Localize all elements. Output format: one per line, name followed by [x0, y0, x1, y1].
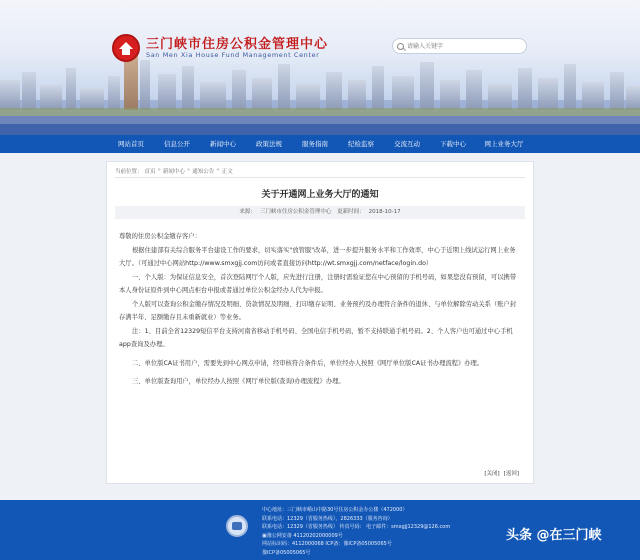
breadcrumb-prefix: 当前位置： [115, 169, 143, 175]
article-paragraph: 注：1、目前全省12329短信平台支持河南省移动手机号码、全国电信手机号码，暂不支持联通手机号码。2、个人客户也可通过中心手机app查询及办理。 [119, 327, 513, 348]
nav-item-info[interactable]: 信息公开 [164, 140, 190, 148]
nav-item-discipline[interactable]: 纪检监察 [348, 140, 374, 148]
city-skyline-banner [0, 0, 640, 135]
site-header [0, 0, 640, 135]
back-link[interactable]: [返回] [503, 471, 519, 477]
watermark-text: 头条 @在三门峡 [506, 528, 602, 543]
article-paragraph: 个人版可以查询公积金缴存情况及明细、贷款情况及明细、打印缴存证明、业务预约及办理符合条件的退休、与单位解除劳动关系（账户封存满半年、足额缴存且未重新就业）等业务。 [119, 300, 517, 321]
date-value: 2018-10-17 [368, 209, 401, 215]
source-value: 三门峡市住房公积金管理中心 [259, 209, 332, 215]
breadcrumb [115, 167, 233, 175]
footer-address: 中心地址：三门峡市崤山中路30号住房公积金办公楼（472000） [262, 507, 408, 513]
search-icon[interactable] [397, 43, 404, 50]
nav-item-download[interactable]: 下载中心 [440, 140, 466, 148]
source-label: 来源： [239, 209, 256, 215]
breadcrumb-news[interactable]: 新闻中心 [162, 169, 185, 175]
footer-contact: 联系电话：12329（省服务热线） 传真号码： 电子邮件：smxgjj12329@126.com [262, 524, 451, 531]
footer-site-id: 网站标识码：4112000068 ICP备：豫ICP备05005065号 [262, 541, 392, 548]
article-paragraph: 尊敬的住房公积金缴存客户： [119, 233, 201, 240]
breadcrumb-home[interactable]: 首页 [144, 169, 156, 175]
site-logo-icon[interactable] [112, 34, 140, 62]
breadcrumb-separator: » [157, 167, 161, 173]
article-meta [115, 206, 525, 219]
nav-item-news[interactable]: 新闻中心 [210, 140, 236, 148]
nav-item-guide[interactable]: 服务指南 [302, 140, 328, 148]
article-paragraph: 一、个人版：为保证信息安全，首次登陆网厅个人版，应先进行注册，注册时需验证您在中心预留的手机号码，如果您没有预留，可以携带本人身份证原件到中心网点柜台申报或者通过单位公积金经办人代为申报。 [119, 273, 517, 294]
breadcrumb-current: 正文 [221, 169, 233, 175]
article-title: 关于开通网上业务大厅的通知 [261, 190, 379, 200]
article-body [119, 230, 521, 389]
nav-item-interact[interactable]: 交流互动 [394, 140, 420, 148]
article-paragraph: 三、单位版查询用户，单位经办人按照《网厅单位版(查询)办理流程》办理。 [132, 378, 345, 385]
article-paragraph: 根据住建部有关综合服务平台建设工作的要求，切实落实"放管服"改革，进一步提升服务水平和工作效率，中心于近期上线试运行网上业务大厅。（可通过中心网站http://www.smxgjj.com访问或者直接访问http://wt.smxgjj.com/netface/login.do） [119, 246, 516, 267]
breadcrumb-divider [115, 177, 525, 178]
nav-item-home[interactable]: 网站首页 [118, 140, 144, 148]
site-title: 三门峡市住房公积金管理中心 [146, 37, 329, 52]
close-link[interactable]: [关闭] [484, 471, 500, 477]
breadcrumb-notices[interactable]: 通知公告 [192, 169, 215, 175]
nav-item-policy[interactable]: 政策法规 [256, 140, 282, 148]
footer-icp[interactable]: 豫ICP备05005065号 [262, 549, 311, 556]
main-nav [0, 135, 640, 153]
search-box[interactable] [392, 38, 527, 54]
article-actions [484, 469, 519, 477]
police-badge-icon[interactable] [226, 515, 248, 537]
breadcrumb-separator: » [216, 167, 220, 173]
breadcrumb-separator: » [186, 167, 191, 173]
footer-info [262, 506, 450, 558]
article-paragraph: 二、单位版CA证书用户，需要先到中心网点申请，经审核符合条件后，单位经办人按照《网厅单位版CA证书办理流程》办理。 [132, 359, 484, 367]
nav-item-online-hall[interactable]: 网上业务大厅 [484, 140, 524, 148]
article-panel [106, 161, 534, 484]
search-input[interactable] [407, 41, 517, 52]
date-label: 更新时间： [337, 209, 365, 215]
footer-police-record[interactable]: ▣豫公网安备 41120202000009号 [262, 532, 343, 539]
footer-phone: 联系电话：12329（省服务热线），2826333（服务咨询） [262, 515, 393, 522]
site-subtitle: San Men Xia House Fund Management Center [146, 51, 320, 59]
